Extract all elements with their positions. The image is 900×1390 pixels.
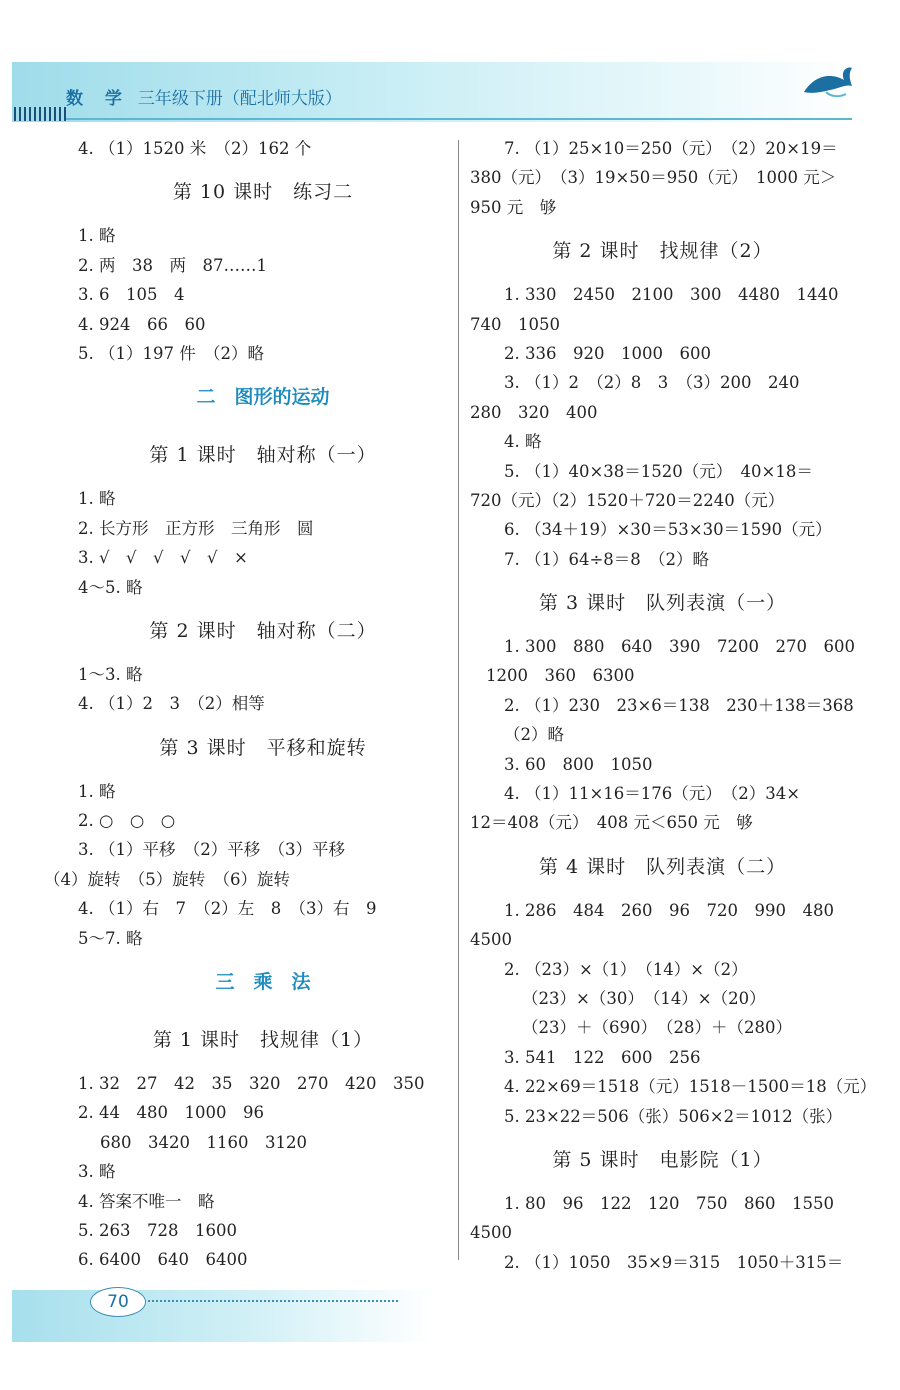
answer-line: 3. 6 105 4: [78, 285, 185, 305]
answer-line: 4. 22×69＝1518（元）1518－1500＝18（元）: [504, 1077, 877, 1097]
answer-line: 2. 336 920 1000 600: [504, 343, 711, 363]
answer-line: （2）略: [504, 725, 564, 745]
left-column: [44, 134, 448, 1275]
answer-line: 3. 60 800 1050: [504, 754, 653, 774]
answer-line: 4. （1）11×16＝176（元） （2）34×: [504, 784, 801, 804]
lesson-heading: 第 5 课时 电影院（1）: [552, 1148, 773, 1171]
answer-line: 1. 略: [78, 489, 116, 509]
answer-line: 2. 两 38 两 87……1: [78, 255, 267, 275]
section-heading: 三 乘 法: [215, 971, 311, 994]
answer-line: 7. （1）64÷8＝8 （2）略: [504, 549, 710, 569]
header-subject: 数 学: [66, 89, 130, 109]
footer-dotted-rule: [148, 1300, 398, 1304]
answer-line: 1. 330 2450 2100 300 4480 1440: [504, 285, 839, 305]
answer-line: 2. （23）×（1） （14）×（2）: [504, 959, 748, 979]
answer-line: 1. 略: [78, 226, 116, 246]
answer-line: （23）×（30） （14）×（20）: [522, 988, 766, 1008]
answer-line: 4. （1）1520 米 （2）162 个: [78, 139, 312, 158]
header-title: [66, 84, 342, 109]
lesson-heading: 第 3 课时 平移和旋转: [159, 736, 367, 759]
answer-line: 3. （1）平移 （2）平移 （3）平移: [78, 840, 345, 860]
section-heading: 二 图形的运动: [196, 386, 330, 409]
answer-line: 2. （1）1050 35×9＝315 1050＋315＝: [504, 1252, 844, 1272]
answer-line: 1. 286 484 260 96 720 990 480: [504, 900, 834, 920]
answer-line: 3. 541 122 600 256: [504, 1047, 701, 1067]
answer-line: 4. 答案不唯一 略: [78, 1191, 215, 1211]
dolphin-icon: [800, 62, 856, 106]
footer-band: [12, 1290, 432, 1342]
lesson-heading: 第 2 课时 找规律（2）: [552, 240, 773, 263]
answer-line: 7. （1）25×10＝250（元） （2）20×19＝: [504, 139, 838, 158]
right-column: [470, 134, 877, 1277]
answer-line: 4500: [470, 930, 512, 950]
column-divider: [458, 140, 459, 1260]
answer-line: 720（元）（2）1520＋720＝2240（元）: [470, 490, 785, 510]
lesson-heading: 第 2 课时 轴对称（二）: [149, 619, 377, 642]
lesson-heading: 第 3 课时 队列表演（一）: [538, 592, 787, 615]
lesson-heading: 第 10 课时 练习二: [172, 181, 354, 204]
answer-line: 1. 300 880 640 390 7200 270 600: [504, 637, 855, 657]
answer-line: （23）＋（690） （28）＋（280）: [522, 1018, 792, 1038]
answer-line: 2. 44 480 1000 96: [78, 1103, 264, 1123]
answer-line: 740 1050: [470, 314, 560, 334]
answer-line: 380（元） （3）19×50＝950（元） 1000 元＞: [470, 168, 837, 188]
answer-line: 5～7. 略: [78, 928, 143, 948]
answer-line: 280 320 400: [470, 402, 598, 422]
answer-line: 680 3420 1160 3120: [100, 1132, 307, 1152]
answer-line: 5. （1）197 件 （2）略: [78, 343, 264, 363]
header-barcode-decoration: [14, 107, 66, 121]
answer-line: 2. 长方形 正方形 三角形 圆: [78, 518, 314, 538]
answer-line: 3. √ √ √ √ √ ×: [78, 548, 248, 568]
answer-line: 2. ○ ○ ○: [78, 811, 176, 831]
lesson-heading: 第 4 课时 队列表演（二）: [538, 855, 787, 878]
answer-line: 4. 略: [504, 432, 542, 452]
answer-line: 4500: [470, 1223, 512, 1243]
answer-line: 1. 80 96 122 120 750 860 1550: [504, 1193, 834, 1213]
lesson-heading: 第 1 课时 轴对称（一）: [149, 444, 377, 467]
answer-line: 4. （1）右 7 （2）左 8 （3）右 9: [78, 899, 377, 919]
page-number: 70: [90, 1287, 146, 1317]
answer-line: 3. （1）2 （2）8 3 （3）200 240: [504, 373, 800, 393]
answer-line: 6. （34＋19）×30＝53×30＝1590（元）: [504, 520, 832, 540]
answer-line: （4）旋转 （5）旋转 （6）旋转: [44, 869, 290, 889]
answer-line: 1. 32 27 42 35 320 270 420 350: [78, 1074, 425, 1094]
answer-line: 5. 23×22＝506（张）506×2＝1012（张）: [504, 1106, 843, 1126]
answer-line: 1. 略: [78, 781, 116, 801]
answer-line: 2. （1）230 23×6＝138 230＋138＝368: [504, 695, 854, 715]
answer-line: 1～3. 略: [78, 664, 143, 684]
lesson-heading: 第 1 课时 找规律（1）: [152, 1029, 374, 1052]
answer-line: 6. 6400 640 6400: [78, 1250, 248, 1270]
answer-line: 1200 360 6300: [486, 666, 635, 686]
answer-line: 5. 263 728 1600: [78, 1220, 237, 1240]
answer-line: 950 元 够: [470, 197, 557, 217]
answer-line: 12＝408（元） 408 元＜650 元 够: [470, 813, 753, 833]
answer-line: 4. 924 66 60: [78, 314, 206, 334]
answer-line: 4～5. 略: [78, 577, 143, 597]
answer-line: 3. 略: [78, 1162, 116, 1182]
answer-line: 4. （1）2 3 （2）相等: [78, 694, 265, 714]
answer-line: 5. （1）40×38＝1520（元） 40×18＝: [504, 461, 813, 481]
header-rule: [66, 118, 852, 120]
header-book: 三年级下册（配北师大版）: [137, 89, 342, 109]
